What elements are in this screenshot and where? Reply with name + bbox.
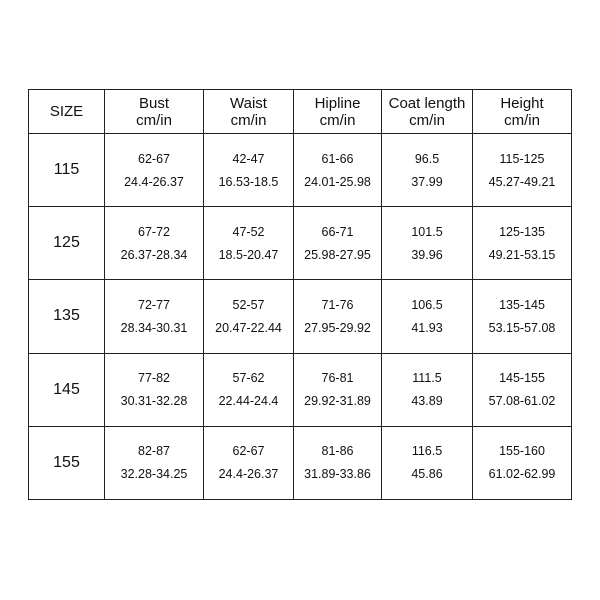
cm-value: 101.5 xyxy=(411,224,443,239)
bust-cell xyxy=(105,207,204,280)
header-label: Bust xyxy=(138,94,169,112)
header-label: Coat length xyxy=(388,94,466,112)
cm-value: 47-52 xyxy=(232,224,265,239)
table-row xyxy=(29,426,572,499)
cm-value: 135-145 xyxy=(499,297,545,312)
table-row xyxy=(29,207,572,280)
inch-value: 25.98-27.95 xyxy=(304,247,371,262)
header-label: SIZE xyxy=(49,103,84,120)
bust-cell xyxy=(105,426,204,499)
coat-length-cell xyxy=(382,134,473,207)
cm-value: 57-62 xyxy=(232,371,265,386)
waist-cell xyxy=(204,134,294,207)
inch-value: 49.21-53.15 xyxy=(488,247,556,262)
hipline-cell xyxy=(294,353,382,426)
bust-cell xyxy=(105,280,204,353)
coat-length-cell xyxy=(382,280,473,353)
header-label: Hipline xyxy=(314,94,361,112)
cm-value: 145-155 xyxy=(499,371,545,386)
waist-cell xyxy=(204,426,294,499)
inch-value: 26.37-28.34 xyxy=(120,247,188,262)
size-chart-table xyxy=(28,89,572,500)
height-cell xyxy=(473,280,572,353)
cm-value: 82-87 xyxy=(138,444,170,459)
inch-value: 39.96 xyxy=(411,247,443,262)
inch-value: 27.95-29.92 xyxy=(304,320,371,335)
inch-value: 61.02-62.99 xyxy=(488,467,556,482)
height-cell xyxy=(473,134,572,207)
size-cell: 145 xyxy=(29,353,105,426)
header-unit: cm/in xyxy=(409,111,445,129)
coat-length-cell xyxy=(382,353,473,426)
inch-value: 22.44-24.4 xyxy=(218,394,279,409)
table-row xyxy=(29,134,572,207)
cm-value: 96.5 xyxy=(414,151,440,166)
hipline-cell xyxy=(294,426,382,499)
inch-value: 24.4-26.37 xyxy=(124,174,184,189)
cm-value: 115-125 xyxy=(499,151,545,166)
cm-value: 61-66 xyxy=(321,151,354,166)
inch-value: 24.01-25.98 xyxy=(304,174,371,189)
size-cell: 115 xyxy=(29,134,105,207)
header-waist xyxy=(204,90,294,134)
inch-value: 57.08-61.02 xyxy=(488,394,556,409)
header-size xyxy=(29,90,105,134)
inch-value: 16.53-18.5 xyxy=(218,174,279,189)
bust-cell xyxy=(105,353,204,426)
hipline-cell xyxy=(294,134,382,207)
cm-value: 106.5 xyxy=(411,297,443,312)
inch-value: 45.27-49.21 xyxy=(488,174,556,189)
cm-value: 116.5 xyxy=(411,444,443,459)
cm-value: 66-71 xyxy=(321,224,354,239)
cm-value: 62-67 xyxy=(232,444,265,459)
header-label: Waist xyxy=(230,94,267,112)
header-coat-length xyxy=(382,90,473,134)
inch-value: 24.4-26.37 xyxy=(218,467,279,482)
cm-value: 42-47 xyxy=(232,151,265,166)
inch-value: 30.31-32.28 xyxy=(120,394,188,409)
height-cell xyxy=(473,353,572,426)
inch-value: 29.92-31.89 xyxy=(304,394,371,409)
table-row xyxy=(29,280,572,353)
waist-cell xyxy=(204,280,294,353)
cm-value: 77-82 xyxy=(138,371,170,386)
table-row xyxy=(29,353,572,426)
header-height xyxy=(473,90,572,134)
inch-value: 53.15-57.08 xyxy=(488,320,556,335)
header-unit: cm/in xyxy=(319,111,356,129)
height-cell xyxy=(473,207,572,280)
cm-value: 81-86 xyxy=(321,444,354,459)
cm-value: 67-72 xyxy=(138,224,170,239)
header-bust xyxy=(105,90,204,134)
cm-value: 125-135 xyxy=(499,224,545,239)
table-body xyxy=(29,134,572,500)
coat-length-cell xyxy=(382,207,473,280)
header-hipline xyxy=(294,90,382,134)
cm-value: 76-81 xyxy=(321,371,354,386)
hipline-cell xyxy=(294,280,382,353)
coat-length-cell xyxy=(382,426,473,499)
inch-value: 37.99 xyxy=(411,174,443,189)
header-unit: cm/in xyxy=(136,111,172,129)
inch-value: 43.89 xyxy=(411,394,443,409)
cm-value: 62-67 xyxy=(138,151,170,166)
hipline-cell xyxy=(294,207,382,280)
bust-cell xyxy=(105,134,204,207)
inch-value: 20.47-22.44 xyxy=(215,320,282,335)
size-cell: 155 xyxy=(29,426,105,499)
cm-value: 52-57 xyxy=(232,297,265,312)
inch-value: 28.34-30.31 xyxy=(120,320,188,335)
size-cell: 135 xyxy=(29,280,105,353)
cm-value: 111.5 xyxy=(412,371,442,386)
cm-value: 72-77 xyxy=(138,297,170,312)
header-label: Height xyxy=(500,94,544,112)
header-row xyxy=(29,90,572,134)
waist-cell xyxy=(204,353,294,426)
size-cell: 125 xyxy=(29,207,105,280)
inch-value: 41.93 xyxy=(411,320,443,335)
header-unit: cm/in xyxy=(504,111,540,129)
inch-value: 45.86 xyxy=(411,467,443,482)
inch-value: 18.5-20.47 xyxy=(218,247,279,262)
waist-cell xyxy=(204,207,294,280)
cm-value: 71-76 xyxy=(321,297,354,312)
height-cell xyxy=(473,426,572,499)
cm-value: 155-160 xyxy=(499,444,545,459)
header-unit: cm/in xyxy=(230,111,267,129)
inch-value: 32.28-34.25 xyxy=(120,467,188,482)
inch-value: 31.89-33.86 xyxy=(304,467,371,482)
